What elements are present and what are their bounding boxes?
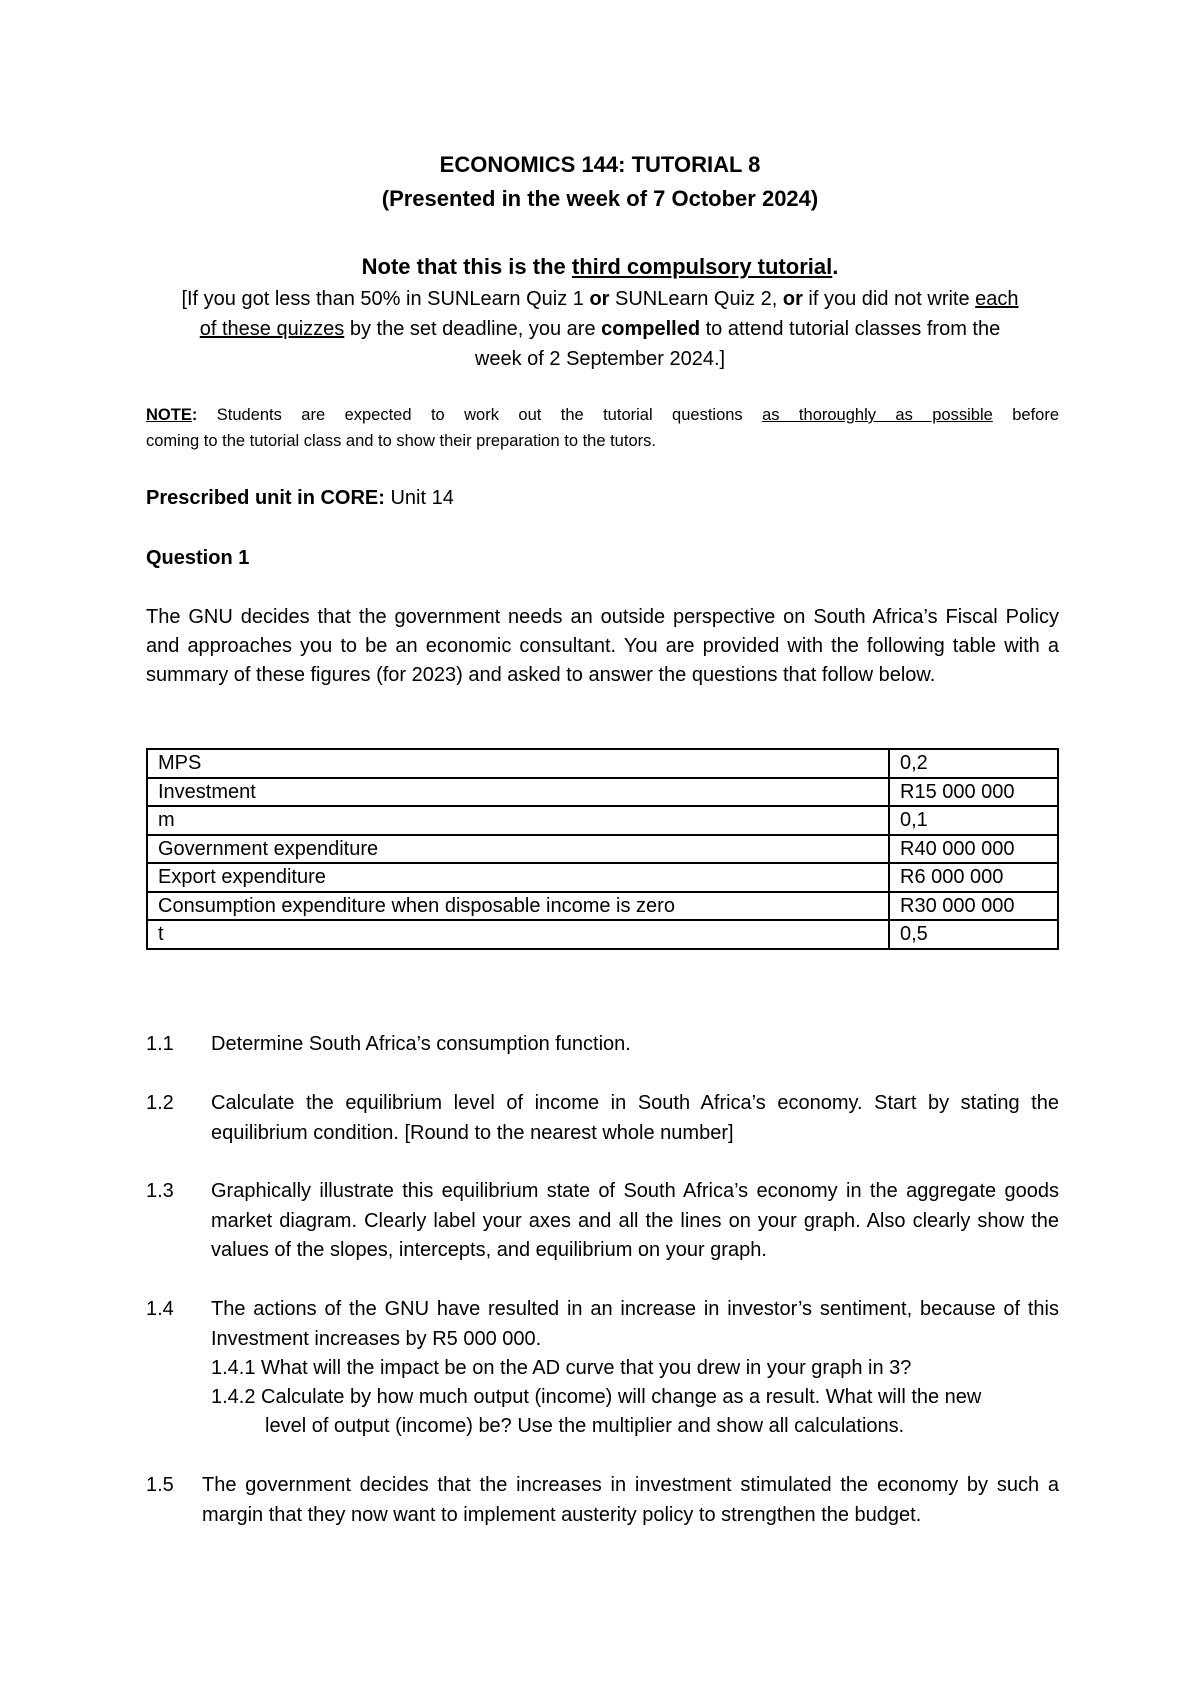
compel-notice bbox=[120, 284, 1080, 374]
q1-5-text: The government decides that the increases in investment stimulated the economy by such a margin that they now want to implement austerity policy to strengthen the budget. bbox=[202, 1474, 1059, 1526]
note-label: NOTE bbox=[146, 406, 192, 424]
q1-4-2-line1: 1.4.2 Calculate by how much output (income) will change as a result. What will the new bbox=[211, 1386, 982, 1408]
table-cell-label: t bbox=[147, 920, 889, 949]
q1-1-text: Determine South Africa’s consumption function. bbox=[211, 1033, 631, 1055]
table-row bbox=[147, 920, 1058, 949]
page-title: ECONOMICS 144: TUTORIAL 8 bbox=[439, 152, 761, 177]
table-cell-value: R6 000 000 bbox=[889, 863, 1058, 892]
q1-2-text: Calculate the equilibrium level of income in South Africa’s economy. Start by stating the equilibrium condition. [Round to the nearest whole number] bbox=[211, 1092, 1059, 1144]
compel-or2: or bbox=[782, 288, 803, 310]
table-cell-value: 0,5 bbox=[889, 920, 1058, 949]
compel-compelled: compelled bbox=[601, 318, 701, 340]
compel-part1: [If you got less than 50% in SUNLearn Quiz 1 bbox=[181, 288, 590, 310]
prescribed-value: Unit 14 bbox=[390, 487, 454, 509]
table-row bbox=[147, 892, 1058, 921]
note-line2: coming to the tutorial class and to show their preparation to the tutors. bbox=[146, 432, 656, 450]
note-text1: Students are expected to work out the tutorial questions bbox=[197, 406, 763, 424]
table-row bbox=[147, 835, 1058, 864]
compel-each: each bbox=[975, 288, 1019, 310]
q1-5-number: 1.5 bbox=[146, 1474, 174, 1496]
compel-part5: to attend tutorial classes from the bbox=[700, 318, 1001, 340]
table-cell-value: R15 000 000 bbox=[889, 778, 1058, 807]
table-cell-value: R30 000 000 bbox=[889, 892, 1058, 921]
q1-4-text: The actions of the GNU have resulted in an increase in investor’s sentiment, because of this Investment increases by R5 000 000. bbox=[211, 1298, 1059, 1350]
table-row bbox=[147, 749, 1058, 778]
q1-1-number: 1.1 bbox=[146, 1033, 174, 1055]
prescribed-label: Prescribed unit in CORE: bbox=[146, 487, 391, 509]
prescribed-unit bbox=[146, 484, 454, 513]
compel-part3: if you did not write bbox=[802, 288, 976, 310]
table-cell-value: 0,1 bbox=[889, 806, 1058, 835]
q1-4-2-line2: level of output (income) be? Use the multiplier and show all calculations. bbox=[265, 1415, 905, 1437]
table-cell-label: MPS bbox=[147, 749, 889, 778]
compel-part2: SUNLearn Quiz 2, bbox=[609, 288, 783, 310]
table-cell-label: m bbox=[147, 806, 889, 835]
table-cell-label: Export expenditure bbox=[147, 863, 889, 892]
question-1-intro: The GNU decides that the government needs an outside perspective on South Africa’s Fiscal Policy and approaches you to be an economic consultant. You are provided with the following table with a summary of these figures (for 2023) and asked to answer the questions that follow below. bbox=[146, 606, 1059, 686]
compel-these-quizzes: of these quizzes bbox=[199, 318, 345, 340]
question-1-heading: Question 1 bbox=[146, 547, 250, 569]
q1-3-text: Graphically illustrate this equilibrium state of South Africa’s economy in the aggregate goods market diagram. Clearly label your axes and all the lines on your graph. Also clearly show the values of the slopes, intercepts, and equilibrium on your graph. bbox=[211, 1180, 1059, 1261]
note-colon: : bbox=[191, 406, 198, 424]
q1-4-1-text: 1.4.1 What will the impact be on the AD curve that you drew in your graph in 3? bbox=[211, 1357, 912, 1379]
table-row bbox=[147, 778, 1058, 807]
table-cell-label: Investment bbox=[147, 778, 889, 807]
compulsory-emphasis: third compulsory tutorial bbox=[571, 254, 833, 279]
page-subtitle: (Presented in the week of 7 October 2024) bbox=[381, 186, 819, 211]
table-row bbox=[147, 806, 1058, 835]
compulsory-notice bbox=[0, 252, 1200, 282]
compulsory-lead: Note that this is the bbox=[361, 254, 572, 279]
compulsory-end: . bbox=[832, 254, 839, 279]
q1-3-number: 1.3 bbox=[146, 1180, 174, 1202]
q1-4-number: 1.4 bbox=[146, 1298, 174, 1320]
note-text2: before bbox=[992, 406, 1059, 424]
compel-part4: by the set deadline, you are bbox=[344, 318, 602, 340]
table-row bbox=[147, 863, 1058, 892]
table-cell-label: Government expenditure bbox=[147, 835, 889, 864]
compel-line3: week of 2 September 2024.] bbox=[474, 348, 726, 370]
table-cell-value: 0,2 bbox=[889, 749, 1058, 778]
note-paragraph bbox=[146, 402, 1059, 454]
compel-or1: or bbox=[589, 288, 610, 310]
table-cell-value: R40 000 000 bbox=[889, 835, 1058, 864]
figures-table bbox=[146, 748, 1059, 950]
q1-2-number: 1.2 bbox=[146, 1092, 174, 1114]
table-cell-label: Consumption expenditure when disposable income is zero bbox=[147, 892, 889, 921]
note-emphasis: as thoroughly as possible bbox=[762, 406, 993, 424]
